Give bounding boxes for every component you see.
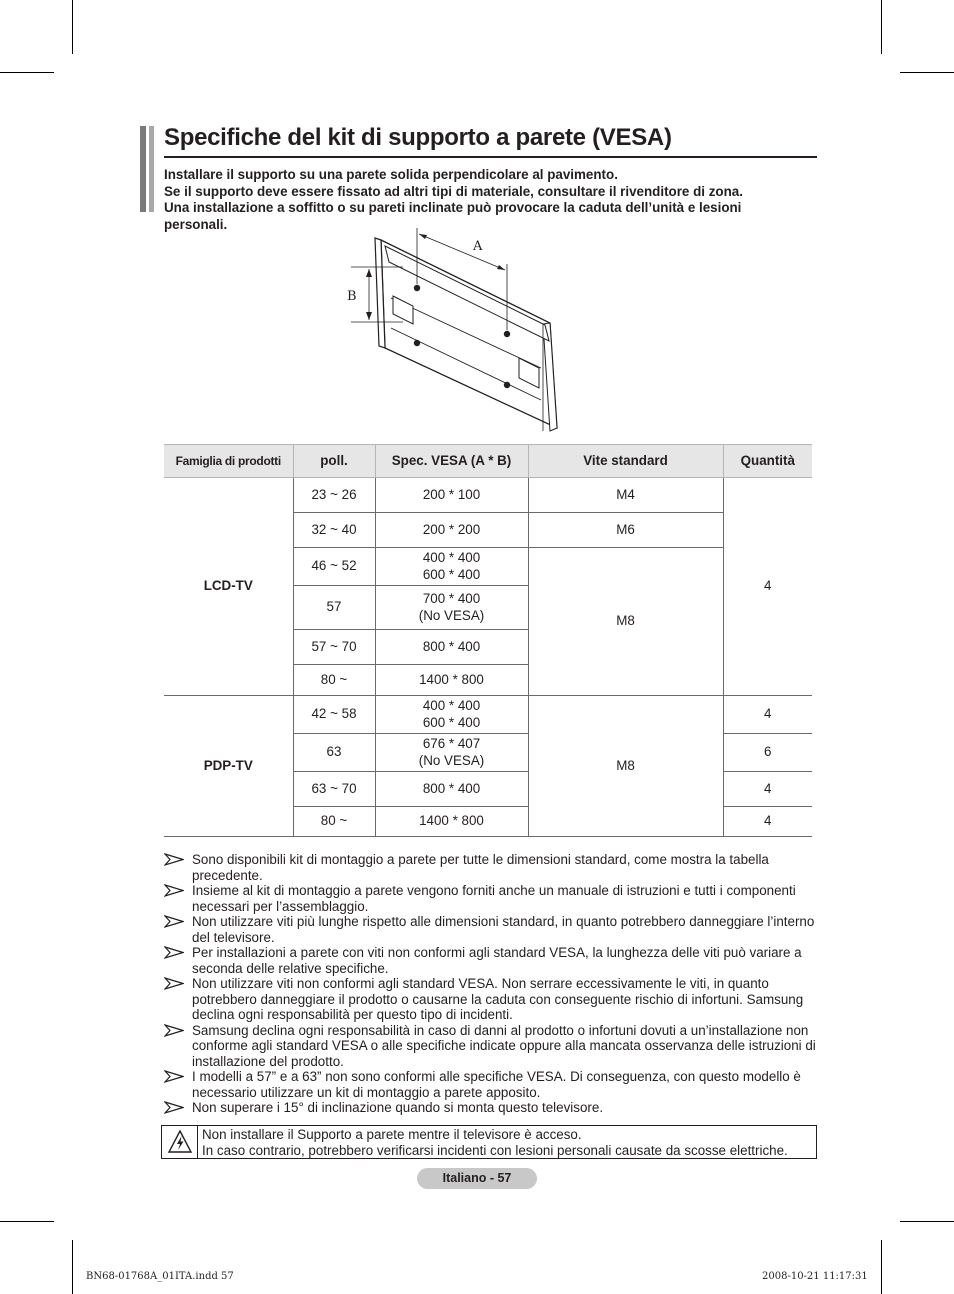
inch-cell: 42 ~ 58 [293, 696, 375, 734]
page-number-badge: Italiano - 57 [417, 1168, 537, 1189]
vesa-cell [375, 548, 528, 586]
title-underline [164, 156, 817, 158]
footer-file-info: BN68-01768A_01ITA.indd 57 [86, 1271, 234, 1282]
vesa-cell: 200 * 100 [375, 478, 528, 513]
crop-mark [0, 1221, 54, 1222]
note-text: Non superare i 15° di inclinazione quando si monta questo televisore. [192, 1100, 604, 1115]
note-text: Samsung declina ogni responsabilità in caso di danni al prodotto o infortuni dovuti a un’installazione non conforme agli standard VESA o alle specifiche indicate oppure alla mancata osservanza delle istruzioni di installazione del prodotto. [192, 1022, 816, 1069]
note-item [164, 1069, 819, 1100]
arrow-bullet-icon [164, 853, 184, 866]
col-header-quantity: Quantità [723, 445, 812, 478]
warning-icon [167, 1129, 193, 1155]
page-title: Specifiche del kit di supporto a parete (VESA) [164, 124, 672, 151]
note-text: Insieme al kit di montaggio a parete vengono forniti anche un manuale di istruzioni e tutti i componenti necessari per l’assemblaggio. [192, 883, 796, 914]
vesa-line: 676 * 407 [422, 736, 481, 751]
warning-box [161, 1125, 817, 1159]
intro-line: Se il supporto deve essere fissato ad altri tipi di materiale, consultare il rivenditore di zona. [164, 183, 743, 199]
crop-mark [900, 72, 954, 73]
intro-line: Installare il supporto su una parete solida perpendicolare al pavimento. [164, 167, 618, 182]
footer-timestamp: 2008-10-21 11:17:31 [762, 1271, 868, 1282]
dimension-b-label: B [347, 289, 357, 304]
vesa-cell: 1400 * 800 [375, 665, 528, 696]
quantity-cell: 6 [723, 734, 812, 772]
col-header-standard-screw: Vite standard [528, 445, 723, 478]
crop-mark [881, 1240, 882, 1294]
vesa-cell: 200 * 200 [375, 513, 528, 548]
vesa-cell: 1400 * 800 [375, 807, 528, 837]
inch-cell: 80 ~ [293, 665, 375, 696]
vesa-line: (No VESA) [418, 607, 485, 623]
arrow-bullet-icon [164, 884, 184, 897]
arrow-bullet-icon [164, 1070, 184, 1083]
crop-mark [881, 0, 882, 54]
vesa-cell [375, 696, 528, 734]
tv-vesa-diagram [345, 228, 575, 433]
table-row [164, 696, 812, 734]
note-text: I modelli a 57” e a 63” non sono conformi alle specifiche VESA. Di conseguenza, con questo modello è necessario utilizzare un kit di montaggio a parete apposito. [192, 1069, 801, 1100]
note-item [164, 945, 819, 976]
vesa-line: 600 * 400 [422, 714, 481, 730]
note-item [164, 1023, 819, 1070]
vesa-line: 400 * 400 [422, 698, 481, 713]
inch-cell: 46 ~ 52 [293, 548, 375, 586]
col-header-product-family: Famiglia di prodotti [164, 445, 293, 478]
screw-cell: M8 [528, 548, 723, 696]
note-text: Sono disponibili kit di montaggio a parete per tutte le dimensioni standard, come mostra la tabella precedente. [192, 852, 769, 883]
note-item [164, 852, 819, 883]
arrow-bullet-icon [164, 1101, 184, 1114]
vesa-line: 400 * 400 [422, 550, 481, 565]
vesa-line: 600 * 400 [422, 566, 481, 582]
product-family-pdp: PDP-TV [164, 696, 293, 837]
inch-cell: 23 ~ 26 [293, 478, 375, 513]
col-header-inches: poll. [293, 445, 375, 478]
quantity-cell: 4 [723, 772, 812, 807]
crop-mark [900, 1221, 954, 1222]
crop-mark [0, 72, 54, 73]
warning-line: In caso contrario, potrebbero verificarsi incidenti con lesioni personali causate da scosse elettriche. [202, 1143, 788, 1158]
note-text: Non utilizzare viti non conformi agli standard VESA. Non serrare eccessivamente le viti, in quanto potrebbero danneggiare il prodotto o causarne la caduta con conseguente rischio di infortuni. Samsung declina ogni responsabilità per questo tipo di incidenti. [192, 976, 804, 1022]
vesa-spec-table [164, 444, 812, 837]
arrow-bullet-icon [164, 1024, 184, 1037]
note-text: Non utilizzare viti più lunghe rispetto alle dimensioni standard, in quanto potrebbero danneggiare l’interno del televisore. [192, 914, 815, 945]
arrow-bullet-icon [164, 946, 184, 959]
table-row [164, 478, 812, 513]
screw-cell: M6 [528, 513, 723, 548]
vesa-line: (No VESA) [418, 752, 485, 768]
screw-cell: M4 [528, 478, 723, 513]
vesa-cell: 800 * 400 [375, 630, 528, 665]
quantity-cell: 4 [723, 478, 812, 696]
inch-cell: 32 ~ 40 [293, 513, 375, 548]
quantity-cell: 4 [723, 696, 812, 734]
crop-mark [72, 0, 73, 54]
inch-cell: 80 ~ [293, 807, 375, 837]
title-accent-bar [149, 126, 154, 212]
inch-cell: 57 [293, 586, 375, 630]
dimension-a-label: A [473, 239, 483, 254]
vesa-line: 700 * 400 [422, 591, 481, 606]
screw-cell: M8 [528, 696, 723, 837]
warning-line: Non installare il Supporto a parete mentre il televisore è acceso. [202, 1127, 582, 1142]
note-text: Per installazioni a parete con viti non conformi agli standard VESA, la lunghezza delle viti può variare a seconda delle relative specifiche. [192, 945, 802, 976]
inch-cell: 63 [293, 734, 375, 772]
warning-divider [197, 1126, 198, 1158]
inch-cell: 57 ~ 70 [293, 630, 375, 665]
arrow-bullet-icon [164, 977, 184, 990]
vesa-cell [375, 734, 528, 772]
note-item [164, 883, 819, 914]
col-header-vesa-spec: Spec. VESA (A * B) [375, 445, 528, 478]
product-family-lcd: LCD-TV [164, 478, 293, 696]
inch-cell: 63 ~ 70 [293, 772, 375, 807]
vesa-cell [375, 586, 528, 630]
crop-mark [72, 1240, 73, 1294]
intro-line: Una installazione a soffitto o su pareti inclinate può provocare la caduta dell’unità e lesioni personali. [164, 200, 742, 232]
note-item [164, 976, 819, 1023]
intro-text [164, 167, 804, 233]
warning-text [202, 1127, 788, 1159]
arrow-bullet-icon [164, 915, 184, 928]
note-item [164, 914, 819, 945]
note-item [164, 1100, 819, 1116]
vesa-cell: 800 * 400 [375, 772, 528, 807]
title-accent-bar [140, 126, 146, 212]
quantity-cell: 4 [723, 807, 812, 837]
notes-list [164, 852, 819, 1116]
table-header-row [164, 445, 812, 478]
